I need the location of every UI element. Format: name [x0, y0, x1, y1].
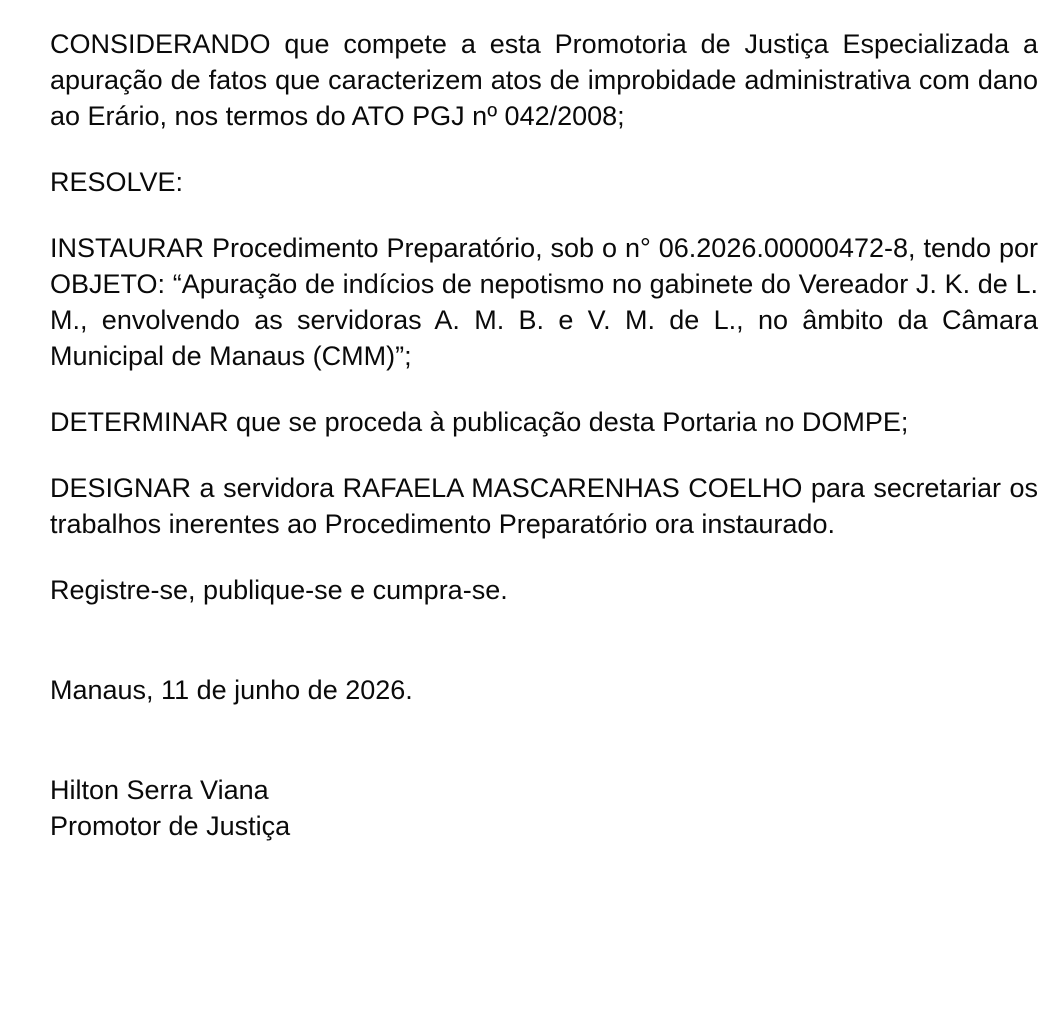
paragraph-resolve: RESOLVE: — [50, 167, 184, 197]
signature-name: Hilton Serra Viana — [50, 775, 269, 805]
place-date: Manaus, 11 de junho de 2026. — [50, 675, 413, 705]
document-body — [50, 26, 1038, 844]
paragraph-spacer — [50, 440, 1038, 470]
paragraph-determinar: DETERMINAR que se proceda à publicação desta Portaria no DOMPE; — [50, 407, 909, 437]
paragraph-spacer — [50, 134, 1038, 164]
paragraph-instaurar: INSTAURAR Procedimento Preparatório, sob o n° 06.2026.00000472-8, tendo por OBJETO: “Apuração de indícios de nepotismo no gabinete do Vereador J. K. de L. M., envolvendo as servidoras A. M. B. e V. M. de L., no âmbito da Câmara Municipal de Manaus (CMM)”; — [50, 233, 1038, 371]
paragraph-spacer — [50, 200, 1038, 230]
paragraph-spacer — [50, 542, 1038, 572]
paragraph-considerando: CONSIDERANDO que compete a esta Promotoria de Justiça Especializada a apuração de fatos que caracterizem atos de improbidade administrativa com dano ao Erário, nos termos do ATO PGJ nº 042/2008; — [50, 29, 1038, 131]
paragraph-spacer — [50, 374, 1038, 404]
signature-role: Promotor de Justiça — [50, 811, 291, 841]
paragraph-registre: Registre-se, publique-se e cumpra-se. — [50, 575, 508, 605]
paragraph-spacer — [50, 708, 1038, 772]
signature-block — [50, 772, 1038, 844]
paragraph-designar: DESIGNAR a servidora RAFAELA MASCARENHAS COELHO para secretariar os trabalhos inerentes ao Procedimento Preparatório ora instaurado. — [50, 473, 1038, 539]
paragraph-spacer — [50, 608, 1038, 672]
